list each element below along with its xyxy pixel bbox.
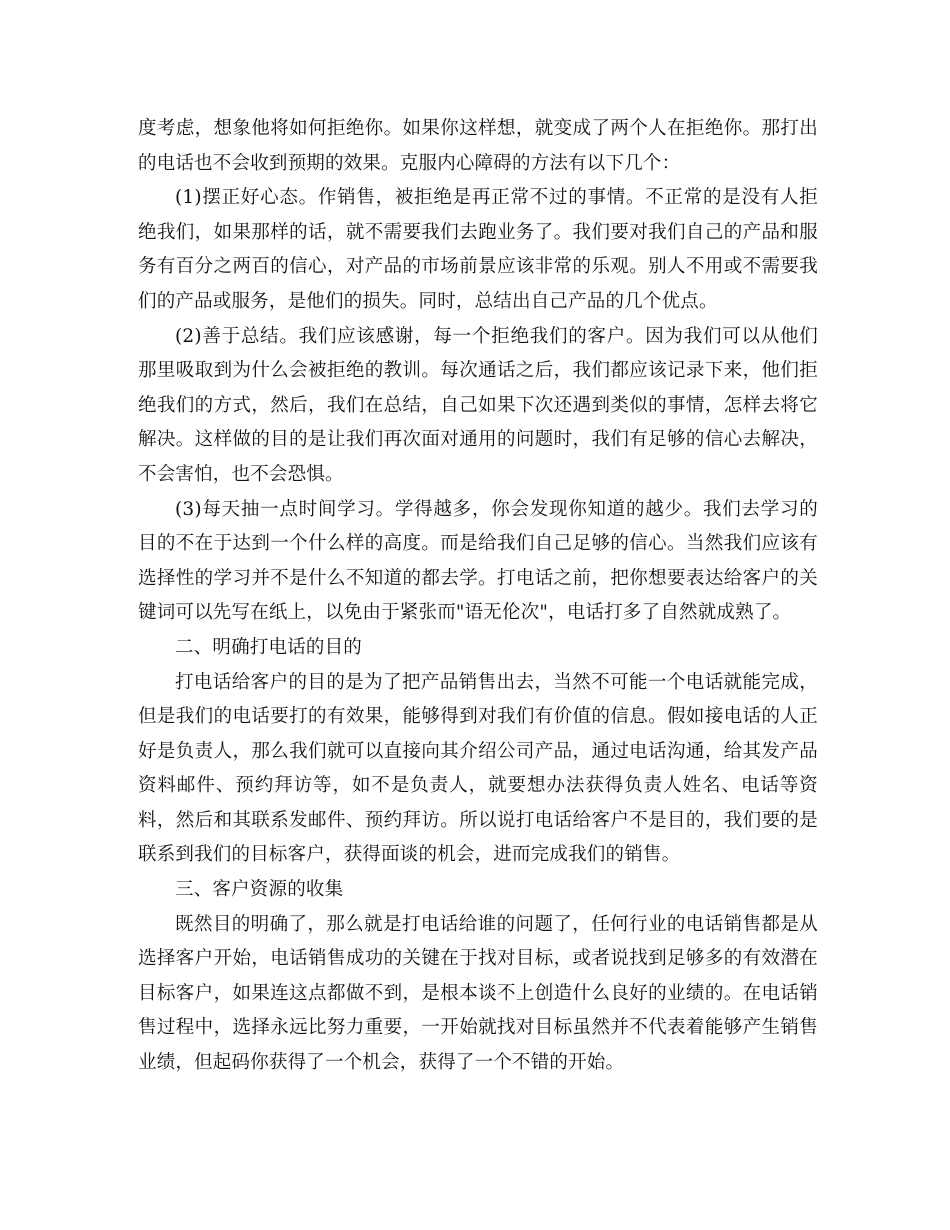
section-heading-customer-resources: 三、客户资源的收集 — [175, 879, 344, 901]
paragraph-summarize: (2)善于总结。我们应该感谢，每一个拒绝我们的客户。因为我们可以从他们那里吸取到为什么会被拒绝的教训。每次通话之后，我们都应该记录下来，他们拒绝我们的方式，然后，我们在总结，自己如果下次还遇到类似的事情，怎样去将它解决。这样做的目的是让我们再次面对通用的问题时，我们有足够的信心去解决，不会害怕，也不会恐惧。 — [138, 325, 818, 485]
document-body — [138, 112, 818, 1081]
paragraph-customer-resources: 既然目的明确了，那么就是打电话给谁的问题了，任何行业的电话销售都是从选择客户开始，电话销售成功的关键在于找对目标，或者说找到足够多的有效潜在目标客户，如果连这点都做不到，是根本谈不上创造什么良好的业绩的。在电话销售过程中，选择永远比努力重要，一开始就找对目标虽然并不代表着能够产生销售业绩，但起码你获得了一个机会，获得了一个不错的开始。 — [138, 913, 818, 1074]
paragraph-continuation: 度考虑，想象他将如何拒绝你。如果你这样想，就变成了两个人在拒绝你。那打出的电话也不会收到预期的效果。克服内心障碍的方法有以下几个： — [138, 118, 818, 174]
paragraph-mindset: (1)摆正好心态。作销售，被拒绝是再正常不过的事情。不正常的是没有人拒绝我们，如果那样的话，就不需要我们去跑业务了。我们要对我们自己的产品和服务有百分之两百的信心，对产品的市场前景应该非常的乐观。别人不用或不需要我们的产品或服务，是他们的损失。同时，总结出自己产品的几个优点。 — [138, 187, 818, 312]
paragraph-daily-study: (3)每天抽一点时间学习。学得越多，你会发现你知道的越少。我们去学习的目的不在于达到一个什么样的高度。而是给我们自己足够的信心。当然我们应该有选择性的学习并不是什么不知道的都去学。打电话之前，把你想要表达给客户的关键词可以先写在纸上，以免由于紧张而"语无伦次"，电话打多了自然就成熟了。 — [138, 498, 818, 624]
section-heading-purpose: 二、明确打电话的目的 — [175, 636, 363, 658]
paragraph-purpose: 打电话给客户的目的是为了把产品销售出去，当然不可能一个电话就能完成，但是我们的电话要打的有效果，能够得到对我们有价值的信息。假如接电话的人正好是负责人，那么我们就可以直接向其介绍公司产品，通过电话沟通，给其发产品资料邮件、预约拜访等，如不是负责人，就要想办法获得负责人姓名、电话等资料，然后和其联系发邮件、预约拜访。所以说打电话给客户不是目的，我们要的是联系到我们的目标客户，获得面谈的机会，进而完成我们的销售。 — [138, 671, 818, 866]
